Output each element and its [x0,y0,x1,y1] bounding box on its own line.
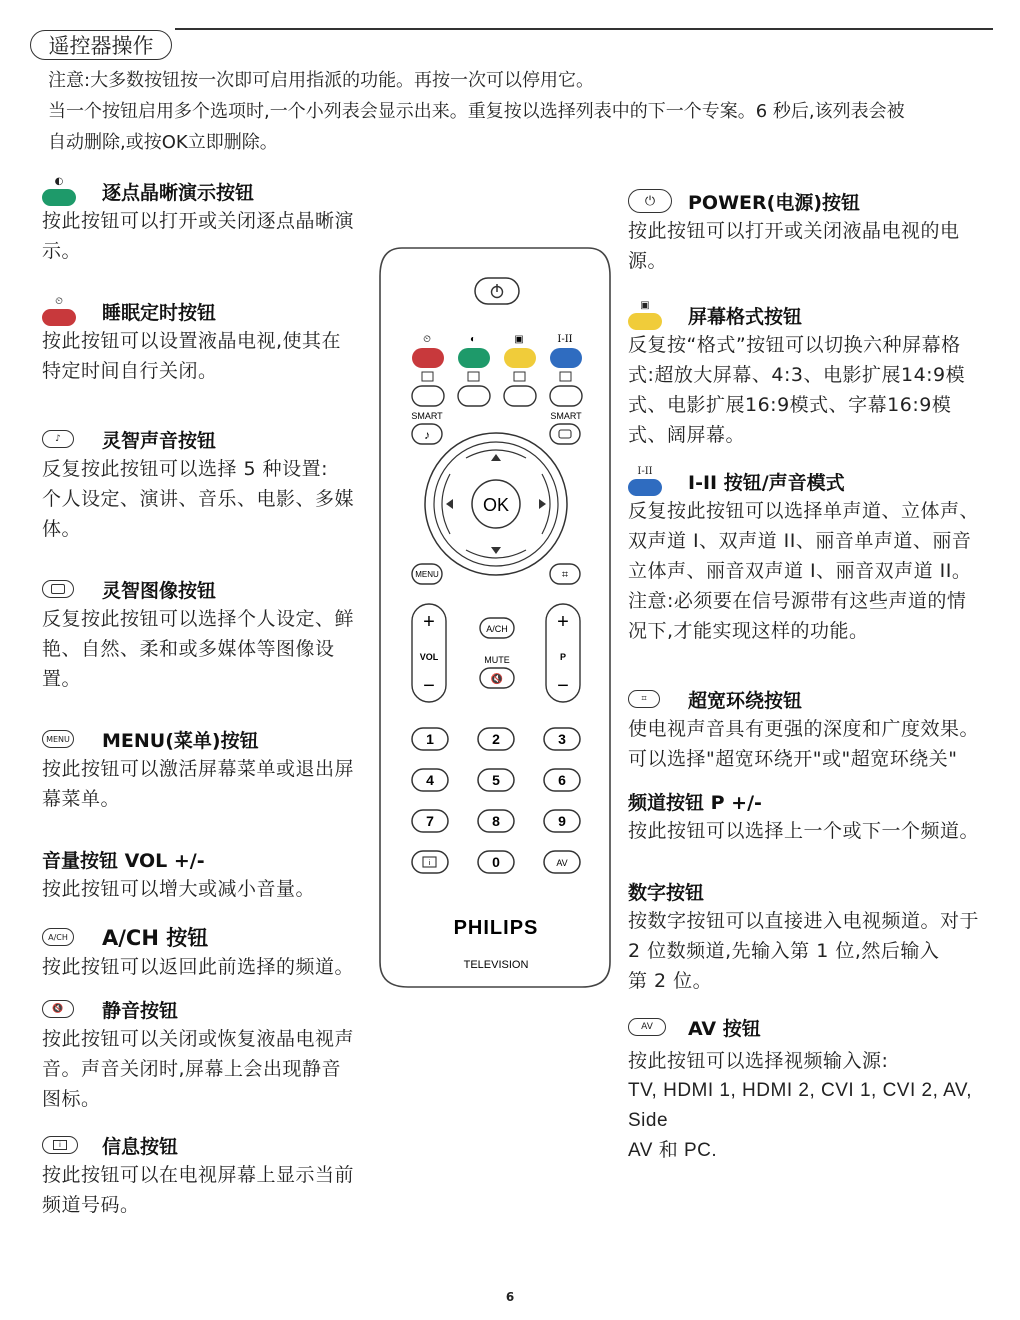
smart-right-label: SMART [550,411,582,421]
section-title: 睡眠定时按钮 [102,301,217,324]
section-title: 超宽环绕按钮 [688,689,803,712]
smart-picture-icon [42,580,74,598]
text-line: 第 2 位。 [628,970,713,992]
text-line: 况下,才能实现这样的功能。 [628,620,869,642]
remote-index-button[interactable] [504,386,536,406]
svg-text:7: 7 [426,813,434,829]
remote-red-button[interactable] [412,348,444,368]
remote-digit-0[interactable] [478,851,514,873]
brand-subtitle: TELEVISION [463,959,529,971]
section-title: MENU(菜单)按钮 [102,729,259,752]
ach-label: A/CH [486,624,508,634]
section-title: AV 按钮 [688,1017,761,1040]
ach-icon: A/CH [42,928,74,946]
remote-split-button[interactable] [458,386,490,406]
section-title: 静音按钮 [102,999,179,1022]
text-line: 按此按钮可以打开或关闭液晶电视的电 [628,220,960,242]
remote-mute-button[interactable] [480,668,514,688]
page-number: 6 [505,1290,515,1304]
svg-text:🔇: 🔇 [490,674,504,685]
section-info [42,1130,354,1220]
menu-icon: MENU [42,730,74,748]
section-menu [42,724,354,814]
section-mute [42,994,354,1114]
svg-text:2: 2 [492,731,500,747]
text-line: 置。 [42,668,82,690]
remote-digit-2[interactable] [478,728,514,750]
remote-info-button[interactable] [412,851,448,873]
text-line: 频道号码。 [42,1194,140,1216]
remote-control-illustration [374,246,616,991]
text-line: 按此按钮可以返回此前选择的频道。 [42,956,355,978]
remote-digit-3[interactable] [544,728,580,750]
pixel-plus-symbol-icon: ◐ [469,334,477,345]
format-symbol-icon: ▣ [514,334,524,345]
i-ii-symbol-label: I-II [557,334,573,345]
text-line: AV 和 PC. [628,1140,718,1161]
remote-smart-sound-button[interactable] [412,424,442,444]
brand-logo: PHILIPS [453,917,539,939]
svg-text:4: 4 [426,772,434,788]
text-line: 反复按“格式”按钮可以切换六种屏幕格 [628,334,961,356]
text-line: 反复按此按钮可以选择个人设定、鲜 [42,608,355,630]
text-line: 特定时间自行关闭。 [42,360,218,382]
section-title: A/CH 按钮 [102,926,209,950]
i-ii-symbol-icon: I-II [637,465,653,477]
intro-line-2: 当一个按钮启用多个选项时,一个小列表会显示出来。重复按以选择列表中的下一个专案。6 秒后,该列表会被 [48,101,905,122]
yellow-color-button-icon [628,313,662,330]
remote-menu-button[interactable] [412,564,442,584]
remote-smart-picture-button[interactable] [550,424,580,444]
remote-av-button[interactable] [544,851,580,873]
text-line: 按此按钮可以选择视频输入源: [628,1050,889,1072]
vol-label: VOL [419,652,439,662]
text-line: 按此按钮可以在电视屏幕上显示当前 [42,1164,355,1186]
sleep-symbol-icon: ⏲ [423,334,431,345]
format-symbol-icon: ▣ [640,299,650,311]
text-line: 按此按钮可以关闭或恢复液晶电视声 [42,1028,355,1050]
pixel-plus-symbol-icon: ◐ [54,175,64,187]
section-smart-sound [42,424,354,544]
section-ach [42,922,354,982]
info-icon: i [42,1136,78,1154]
text-line: 按此按钮可以打开或关闭逐点晶晰演 [42,210,355,232]
text-line: 音。声音关闭时,屏幕上会出现静音 [42,1058,342,1080]
text-line: 反复按此按钮可以选择 5 种设置: [42,458,329,480]
text-line: 艳、自然、柔和或多媒体等图像设 [42,638,335,660]
text-line: 2 位数频道,先输入第 1 位,然后输入 [628,940,940,962]
text-line: 按此按钮可以选择上一个或下一个频道。 [628,820,980,842]
text-line: 体。 [42,518,82,540]
mute-icon: 🔇 [42,1000,74,1018]
red-color-button-icon [42,309,76,326]
section-title: 数字按钮 [628,881,705,904]
section-title: 逐点晶晰演示按钮 [102,181,255,204]
remote-digit-7[interactable] [412,810,448,832]
text-line: 按此按钮可以激活屏幕菜单或退出屏 [42,758,355,780]
text-line: 反复按此按钮可以选择单声道、立体声、 [628,500,980,522]
text-line: 按此按钮可以设置液晶电视,使其在 [42,330,342,352]
text-line: 按此按钮可以增大或减小音量。 [42,878,316,900]
mute-label: MUTE [484,655,510,665]
text-line: 式、电影扩展16:9模式、字幕16:9模 [628,394,952,416]
section-title: 音量按钮 VOL +/- [42,849,205,872]
section-title: I-II 按钮/声音模式 [688,471,845,494]
text-line: 使电视声音具有更强的深度和广度效果。 [628,718,980,740]
text-line: 源。 [628,250,668,272]
text-line: 注意:必须要在信号源带有这些声道的情 [628,590,967,612]
remote-digit-4[interactable] [412,769,448,791]
page-title: 遥控器操作 [30,30,172,60]
svg-text:0: 0 [492,854,500,870]
smart-left-label: SMART [411,411,443,421]
surround-icon: ⌗ [628,690,660,708]
remote-ach-button[interactable] [480,618,514,638]
section-title: 灵智声音按钮 [102,429,217,452]
section-volume [42,844,315,904]
svg-text:5: 5 [492,772,500,788]
remote-teletext-button[interactable] [412,386,444,406]
intro-line-1: 注意:大多数按钮按一次即可启用指派的功能。再按一次可以停用它。 [48,70,595,91]
remote-green-button[interactable] [458,348,490,368]
section-smart-picture [42,574,354,694]
svg-text:8: 8 [492,813,500,829]
svg-text:9: 9 [558,813,566,829]
vol-plus-label: + [423,611,435,633]
section-surround [628,684,998,774]
text-line: 可以选择"超宽环绕开"或"超宽环绕关" [628,748,958,770]
section-sleep-timer [42,296,341,386]
text-line: TV, HDMI 1, HDMI 2, CVI 1, CVI 2, AV, Side [628,1080,973,1131]
remote-yellow-button[interactable] [504,348,536,368]
section-title: 信息按钮 [102,1135,179,1158]
sleep-symbol-icon: ⏲ [55,295,63,307]
svg-text:3: 3 [558,731,566,747]
svg-text:i: i [428,860,431,867]
remote-digit-6[interactable] [544,769,580,791]
p-label: P [559,652,567,662]
remote-program-rocker[interactable] [546,604,580,702]
section-av [628,1012,998,1166]
smart-sound-icon: ♪ [42,430,74,448]
section-screen-format [628,300,998,450]
svg-text:1: 1 [426,731,434,747]
section-title: 灵智图像按钮 [102,579,217,602]
section-channel [628,786,998,846]
header-rule [175,28,993,30]
p-minus-label: − [557,675,569,697]
power-icon: ⏻ [628,189,672,213]
text-line: 按数字按钮可以直接进入电视频道。对于 [628,910,980,932]
text-line: 图标。 [42,1088,101,1110]
section-title: 屏幕格式按钮 [688,305,803,328]
green-color-button-icon [42,189,76,206]
blue-color-button-icon [628,479,662,496]
section-title: POWER(电源)按钮 [688,191,861,214]
section-digits [628,876,998,996]
menu-label: MENU [415,570,439,579]
remote-volume-rocker[interactable] [412,604,446,702]
remote-navigation-pad[interactable] [425,433,567,575]
remote-surround-button[interactable] [550,564,580,584]
svg-text:♪: ♪ [424,428,430,442]
remote-digit-9[interactable] [544,810,580,832]
remote-digit-1[interactable] [412,728,448,750]
section-title: 频道按钮 P +/- [628,791,762,814]
remote-blue-button[interactable] [550,348,582,368]
remote-power-button[interactable] [475,278,519,304]
text-line: 双声道 I、双声道 II、丽音单声道、丽音 [628,530,972,552]
remote-digit-5[interactable] [478,769,514,791]
svg-text:AV: AV [556,858,568,868]
text-line: 式、阔屏幕。 [628,424,746,446]
ok-label: OK [482,495,510,515]
text-line: 立体声、丽音双声道 I、丽音双声道 II。 [628,560,972,582]
section-power [628,186,998,276]
vol-minus-label: − [423,675,435,697]
svg-text:⌗: ⌗ [561,569,569,581]
text-line: 示。 [42,240,82,262]
remote-digit-8[interactable] [478,810,514,832]
av-icon: AV [628,1018,666,1036]
text-line: 式:超放大屏幕、4:3、电影扩展14:9模 [628,364,966,386]
section-pixel-plus [42,176,354,266]
svg-text:6: 6 [558,772,566,788]
intro-line-3: 自动删除,或按OK立即删除。 [48,132,278,153]
text-line: 幕菜单。 [42,788,121,810]
section-i-ii [628,466,998,646]
text-line: 个人设定、演讲、音乐、电影、多媒 [42,488,355,510]
remote-reveal-button[interactable] [550,386,582,406]
p-plus-label: + [557,611,569,633]
